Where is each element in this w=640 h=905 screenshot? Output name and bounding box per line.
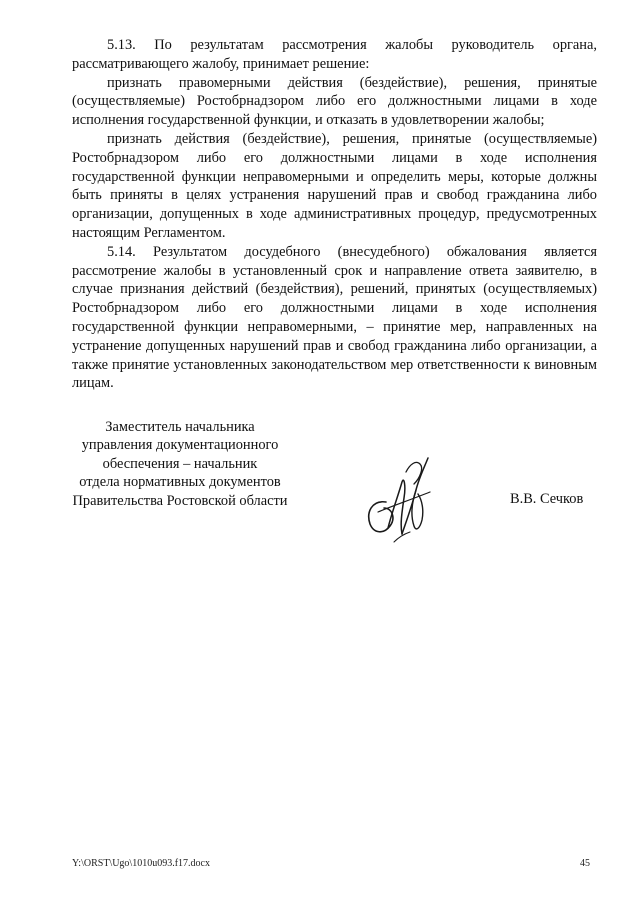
signature-block (0, 418, 640, 538)
paragraph-option-lawful: признать правомерными действия (бездействие), решения, принятые (осуществляемые) Ростобрнадзором либо его должностными лицами в ходе исполнения государственной функции, и отказать в удовлетворении жалобы; (72, 74, 597, 129)
paragraph-5-14: 5.14. Результатом досудебного (внесудебного) обжалования является рассмотрение жалобы в установленный срок и направление ответа заявителю, в случае признания действий (бездействия), решений, принятых (осуществляемых) Ростобрнадзором либо его должностными лицами в ходе исполнения государственной функции неправомерными, – принятие мер, направленных на устранение допущенных нарушений прав и свобод гражданина либо организации, а также принятие установленных законодательством мер ответственности к виновным лицам. (72, 243, 597, 392)
signatory-title-line: Заместитель начальника (105, 419, 255, 435)
paragraph-5-13: 5.13. По результатам рассмотрения жалобы руководитель органа, рассматривающего жалобу, принимает решение: (72, 37, 597, 72)
signatory-title-line: отдела нормативных документов (79, 474, 281, 491)
document-body (72, 36, 597, 393)
handwritten-signature-icon (358, 442, 438, 552)
signatory-title-line: управления документационного (81, 437, 279, 454)
signatory-title-line: обеспечения – начальник (102, 455, 258, 472)
signatory-title-line: Правительства Ростовской области (72, 492, 288, 509)
signatory-name: В.В. Сечков (510, 491, 584, 507)
signatory-title (60, 418, 300, 510)
paragraph-option-unlawful: признать действия (бездействие), решения, принятые (осуществляемые) Ростобрнадзором либо его должностными лицами в ходе исполнения государственной функции неправомерными и определить меры, которые должны быть приняты в целях устранения нарушений прав и свобод гражданина либо организации, допущенных в ходе административных процедур, предусмотренных настоящим Регламентом. (72, 130, 597, 241)
page-number: 45 (580, 858, 590, 869)
file-path: Y:\ORST\Ugo\1010u093.f17.docx (72, 858, 210, 869)
